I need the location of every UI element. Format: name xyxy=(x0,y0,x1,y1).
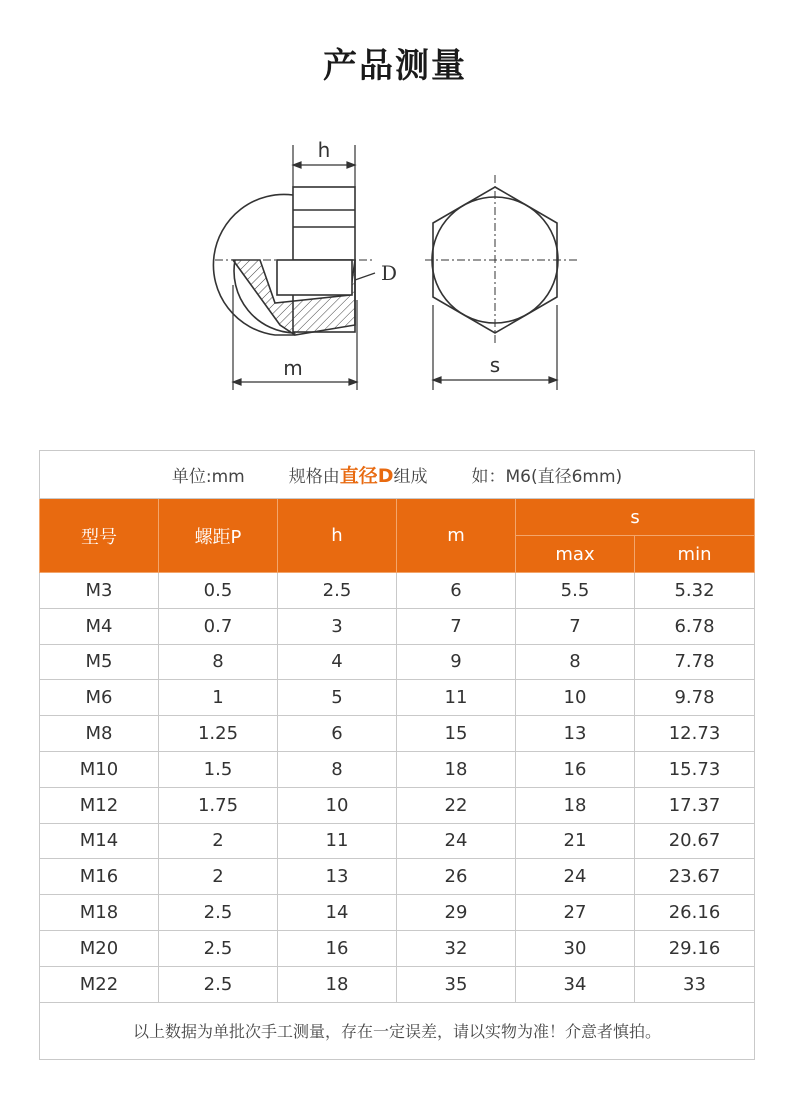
header-row xyxy=(40,499,755,536)
rows-body xyxy=(40,573,755,1003)
table-row xyxy=(40,823,755,859)
cell-model: M22 xyxy=(40,966,159,1002)
cell-model: M16 xyxy=(40,859,159,895)
note-text: 以上数据为单批次手工测量，存在一定误差，请以实物为准！介意者慎拍。 xyxy=(40,1002,755,1059)
spec-table xyxy=(39,450,755,1060)
cell-pitch: 2 xyxy=(159,823,278,859)
cell-model: M4 xyxy=(40,608,159,644)
page-title: 产品测量 xyxy=(323,46,467,86)
cell-s-max: 10 xyxy=(516,680,635,716)
m-label: m xyxy=(283,356,303,380)
cell-pitch: 0.5 xyxy=(159,573,278,609)
cell-pitch: 2.5 xyxy=(159,895,278,931)
cell-m: 6 xyxy=(397,573,516,609)
cell-s-min: 33 xyxy=(635,966,755,1002)
cell-s-max: 5.5 xyxy=(516,573,635,609)
table-row xyxy=(40,716,755,752)
header-s-min: min xyxy=(635,536,755,573)
cell-m: 18 xyxy=(397,751,516,787)
cell-m: 26 xyxy=(397,859,516,895)
header-s-max: max xyxy=(516,536,635,573)
cell-pitch: 1.75 xyxy=(159,787,278,823)
spec-suffix: 组成 xyxy=(393,467,428,487)
cell-m: 24 xyxy=(397,823,516,859)
cell-s-min: 9.78 xyxy=(635,680,755,716)
table-row xyxy=(40,751,755,787)
cell-model: M12 xyxy=(40,787,159,823)
cell-h: 6 xyxy=(278,716,397,752)
table-row xyxy=(40,859,755,895)
cell-s-max: 18 xyxy=(516,787,635,823)
cell-s-min: 29.16 xyxy=(635,930,755,966)
cell-s-max: 13 xyxy=(516,716,635,752)
table-row xyxy=(40,573,755,609)
cell-s-min: 15.73 xyxy=(635,751,755,787)
table-row xyxy=(40,930,755,966)
side-view xyxy=(213,187,355,335)
cell-s-max: 16 xyxy=(516,751,635,787)
cell-pitch: 8 xyxy=(159,644,278,680)
cell-model: M20 xyxy=(40,930,159,966)
cell-s-min: 12.73 xyxy=(635,716,755,752)
table-row xyxy=(40,787,755,823)
cell-model: M8 xyxy=(40,716,159,752)
cell-m: 35 xyxy=(397,966,516,1002)
cell-s-min: 20.67 xyxy=(635,823,755,859)
cell-m: 32 xyxy=(397,930,516,966)
cell-model: M5 xyxy=(40,644,159,680)
cell-pitch: 2.5 xyxy=(159,966,278,1002)
cell-model: M10 xyxy=(40,751,159,787)
header-s: s xyxy=(516,499,755,536)
s-label: s xyxy=(489,353,501,377)
unit-text: 单位:mm xyxy=(171,467,245,487)
cell-s-max: 21 xyxy=(516,823,635,859)
cell-pitch: 1 xyxy=(159,680,278,716)
cell-pitch: 2.5 xyxy=(159,930,278,966)
cell-s-min: 7.78 xyxy=(635,644,755,680)
cell-model: M14 xyxy=(40,823,159,859)
cell-s-max: 34 xyxy=(516,966,635,1002)
cell-h: 11 xyxy=(278,823,397,859)
cell-h: 4 xyxy=(278,644,397,680)
spec-prefix: 规格由 xyxy=(288,467,340,487)
cell-h: 5 xyxy=(278,680,397,716)
cell-h: 18 xyxy=(278,966,397,1002)
cell-model: M6 xyxy=(40,680,159,716)
cell-model: M3 xyxy=(40,573,159,609)
table-row xyxy=(40,680,755,716)
example-text: 如：M6(直径6mm) xyxy=(471,467,623,487)
h-label: h xyxy=(317,138,331,162)
cell-s-min: 6.78 xyxy=(635,608,755,644)
cell-h: 13 xyxy=(278,859,397,895)
table-row xyxy=(40,895,755,931)
header-pitch: 螺距P xyxy=(159,499,278,573)
cell-s-max: 24 xyxy=(516,859,635,895)
unit-row xyxy=(40,451,755,499)
table-row xyxy=(40,644,755,680)
cell-m: 11 xyxy=(397,680,516,716)
header-model: 型号 xyxy=(40,499,159,573)
cell-s-max: 27 xyxy=(516,895,635,931)
table-row xyxy=(40,608,755,644)
cell-h: 3 xyxy=(278,608,397,644)
cell-s-max: 7 xyxy=(516,608,635,644)
cell-s-max: 30 xyxy=(516,930,635,966)
cell-s-min: 17.37 xyxy=(635,787,755,823)
cell-h: 2.5 xyxy=(278,573,397,609)
cap-nut-diagram xyxy=(205,135,585,400)
note-row xyxy=(40,1002,755,1059)
cell-s-max: 8 xyxy=(516,644,635,680)
cell-s-min: 5.32 xyxy=(635,573,755,609)
cell-s-min: 23.67 xyxy=(635,859,755,895)
cell-h: 8 xyxy=(278,751,397,787)
cell-h: 14 xyxy=(278,895,397,931)
cell-m: 9 xyxy=(397,644,516,680)
spec-highlight: 直径D xyxy=(339,465,394,487)
cell-pitch: 0.7 xyxy=(159,608,278,644)
table-row xyxy=(40,966,755,1002)
cell-model: M18 xyxy=(40,895,159,931)
cell-h: 16 xyxy=(278,930,397,966)
cell-pitch: 1.25 xyxy=(159,716,278,752)
cell-h: 10 xyxy=(278,787,397,823)
d-label: D xyxy=(381,261,398,285)
s-dimension xyxy=(433,305,557,390)
cell-pitch: 1.5 xyxy=(159,751,278,787)
cell-m: 29 xyxy=(397,895,516,931)
cell-s-min: 26.16 xyxy=(635,895,755,931)
cell-m: 22 xyxy=(397,787,516,823)
header-h: h xyxy=(278,499,397,573)
cell-m: 7 xyxy=(397,608,516,644)
header-m: m xyxy=(397,499,516,573)
cell-pitch: 2 xyxy=(159,859,278,895)
cell-m: 15 xyxy=(397,716,516,752)
